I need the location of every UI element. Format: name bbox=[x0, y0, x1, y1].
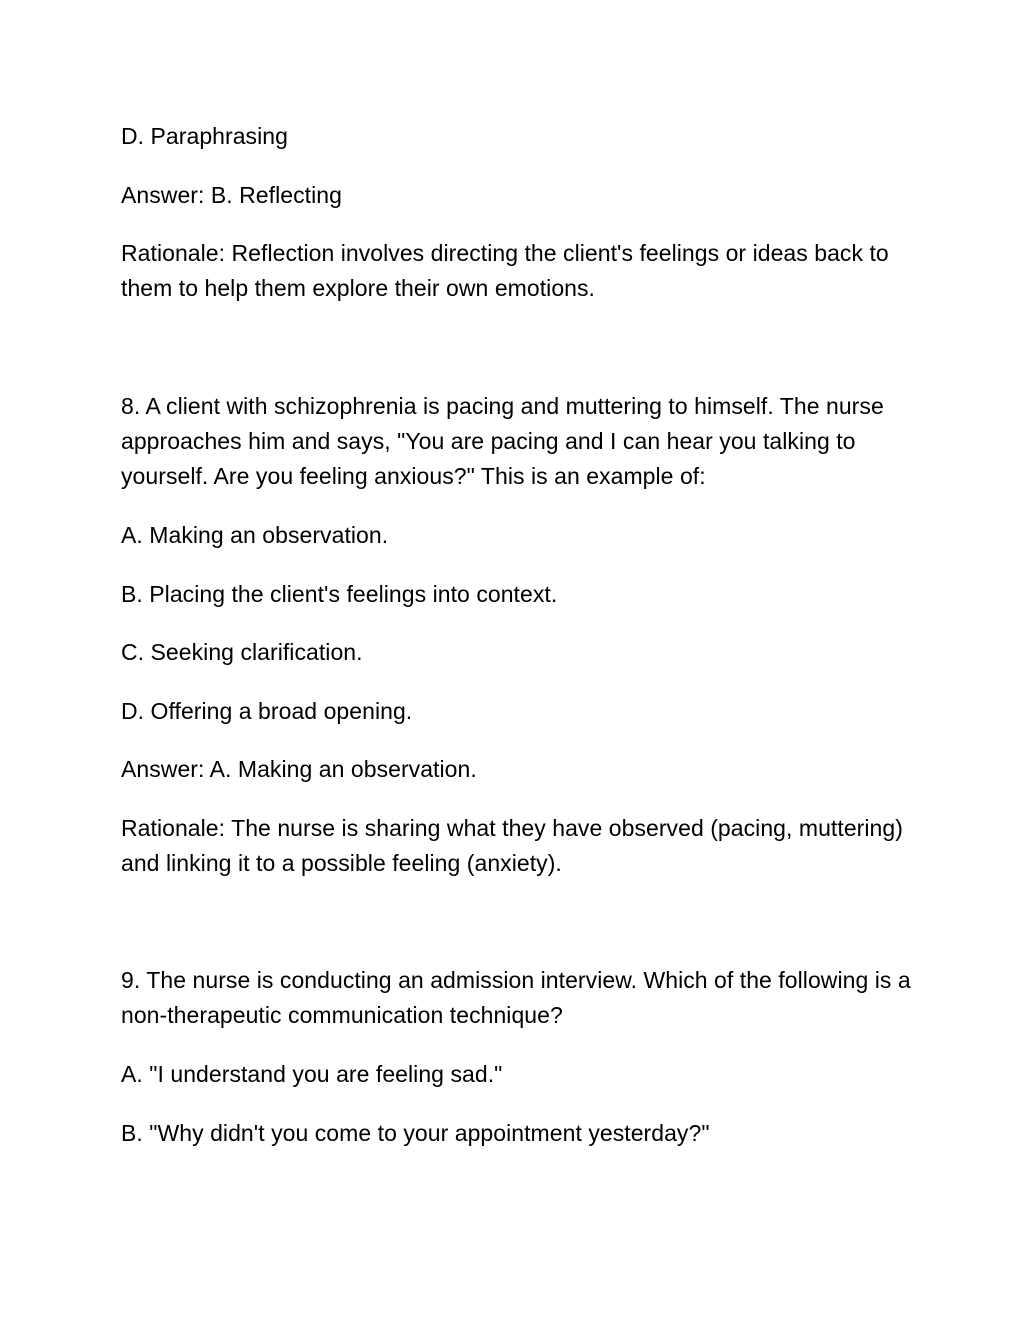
q8-option-b: B. Placing the client's feelings into context. bbox=[121, 581, 558, 607]
q7-option-d: D. Paraphrasing bbox=[121, 123, 288, 149]
q8-option-a: A. Making an observation. bbox=[121, 522, 389, 548]
q8-option-d: D. Offering a broad opening. bbox=[121, 698, 413, 724]
q8-rationale: Rationale: The nurse is sharing what they have observed (pacing, muttering) and linking it to a possible feeling (anxiety). bbox=[121, 815, 903, 876]
q9-option-b: B. "Why didn't you come to your appointment yesterday?" bbox=[121, 1120, 710, 1146]
q8-question: 8. A client with schizophrenia is pacing and muttering to himself. The nurse approaches him and says, "You are pacing and I can hear you talking to yourself. Are you feeling anxious?" This is an example of: bbox=[121, 393, 884, 489]
q7-answer: Answer: B. Reflecting bbox=[121, 182, 342, 208]
q8-option-c: C. Seeking clarification. bbox=[121, 639, 363, 665]
q9-question: 9. The nurse is conducting an admission interview. Which of the following is a non-therapeutic communication technique? bbox=[121, 967, 911, 1028]
q8-answer: Answer: A. Making an observation. bbox=[121, 756, 477, 782]
q7-rationale: Rationale: Reflection involves directing the client's feelings or ideas back to them to help them explore their own emotions. bbox=[121, 240, 889, 301]
q9-option-a: A. "I understand you are feeling sad." bbox=[121, 1061, 503, 1087]
